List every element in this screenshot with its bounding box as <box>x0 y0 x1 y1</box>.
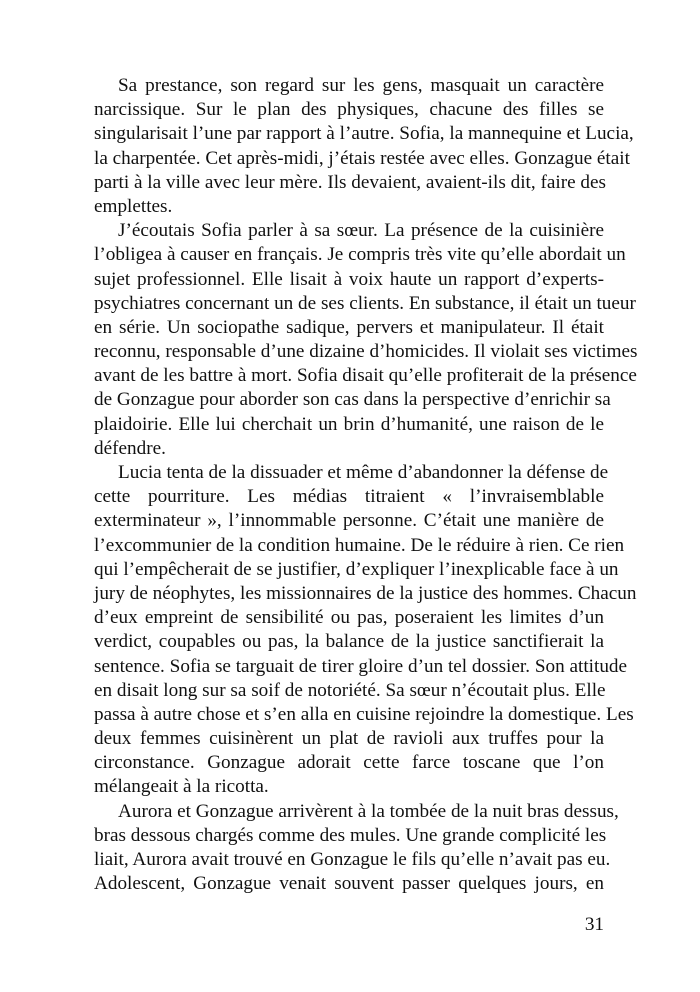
paragraph <box>94 461 637 800</box>
text-line: mélangeait à la ricotta. <box>94 776 269 798</box>
text-line: psychiatres concernant un de ses clients. En substance, il était un tueur <box>94 292 636 314</box>
text-line: exterminateur », l’innommable personne. C’était une manière de <box>94 510 604 532</box>
text-line: la charpentée. Cet après-midi, j’étais restée avec elles. Gonzague était <box>94 147 630 169</box>
text-line: verdict, coupables ou pas, la balance de la justice sanctifierait la <box>94 631 604 653</box>
text-line: emplettes. <box>94 195 173 217</box>
text-line: bras dessous chargés comme des mules. Une grande complicité les <box>94 824 607 846</box>
text-line: singularisait l’une par rapport à l’autre. Sofia, la mannequine et Lucia, <box>94 123 634 145</box>
page-number: 31 <box>584 914 604 935</box>
text-line: en série. Un sociopathe sadique, pervers et manipulateur. Il était <box>94 316 604 338</box>
text-line: jury de néophytes, les missionnaires de la justice des hommes. Chacun <box>94 582 637 604</box>
paragraph <box>94 74 634 219</box>
text-line: Lucia tenta de la dissuader et même d’abandonner la défense de <box>118 462 609 483</box>
text-line: plaidoirie. Elle lui cherchait un brin d’humanité, une raison de le <box>94 413 604 435</box>
text-line: Sa prestance, son regard sur les gens, masquait un caractère <box>118 75 604 96</box>
text-line: circonstance. Gonzague adorait cette farce toscane que l’on <box>94 752 604 774</box>
text-line: sujet professionnel. Elle lisait à voix haute un rapport d’experts- <box>94 268 604 290</box>
text-line: défendre. <box>94 437 166 459</box>
text-line: l’obligea à causer en français. Je compris très vite qu’elle abordait un <box>94 244 626 266</box>
text-line: avant de les battre à mort. Sofia disait qu’elle profiterait de la présence <box>94 365 637 387</box>
text-line: narcissique. Sur le plan des physiques, chacune des filles se <box>94 99 604 121</box>
text-line: qui l’empêcherait de se justifier, d’expliquer l’inexplicable face à un <box>94 558 619 580</box>
paragraph <box>94 800 619 897</box>
text-line: liait, Aurora avait trouvé en Gonzague le fils qu’elle n’avait pas eu. <box>94 849 611 870</box>
text-line: parti à la ville avec leur mère. Ils devaient, avaient-ils dit, faire des <box>94 171 606 193</box>
text-line: l’excommunier de la condition humaine. De le réduire à rien. Ce rien <box>94 534 625 556</box>
body-text <box>94 74 638 896</box>
text-line: en disait long sur sa soif de notoriété. Sa sœur n’écoutait plus. Elle <box>94 679 606 701</box>
text-line: deux femmes cuisinèrent un plat de ravioli aux truffes pour la <box>94 728 604 750</box>
text-line: Adolescent, Gonzague venait souvent passer quelques jours, en <box>94 873 604 895</box>
text-line: sentence. Sofia se targuait de tirer gloire d’un tel dossier. Son attitude <box>94 655 628 677</box>
text-line: J’écoutais Sofia parler à sa sœur. La présence de la cuisinière <box>118 220 604 242</box>
text-line: cette pourriture. Les médias titraient « l’invraisemblable <box>94 486 604 508</box>
text-line: de Gonzague pour aborder son cas dans la perspective d’enrichir sa <box>94 389 611 411</box>
text-line: reconnu, responsable d’une dizaine d’homicides. Il violait ses victimes <box>94 341 638 363</box>
text-line: passa à autre chose et s’en alla en cuisine rejoindre la domestique. Les <box>94 703 634 725</box>
text-line: d’eux empreint de sensibilité ou pas, poseraient les limites d’un <box>94 607 604 629</box>
paragraph <box>94 219 638 461</box>
text-line: Aurora et Gonzague arrivèrent à la tombée de la nuit bras dessus, <box>118 800 619 822</box>
